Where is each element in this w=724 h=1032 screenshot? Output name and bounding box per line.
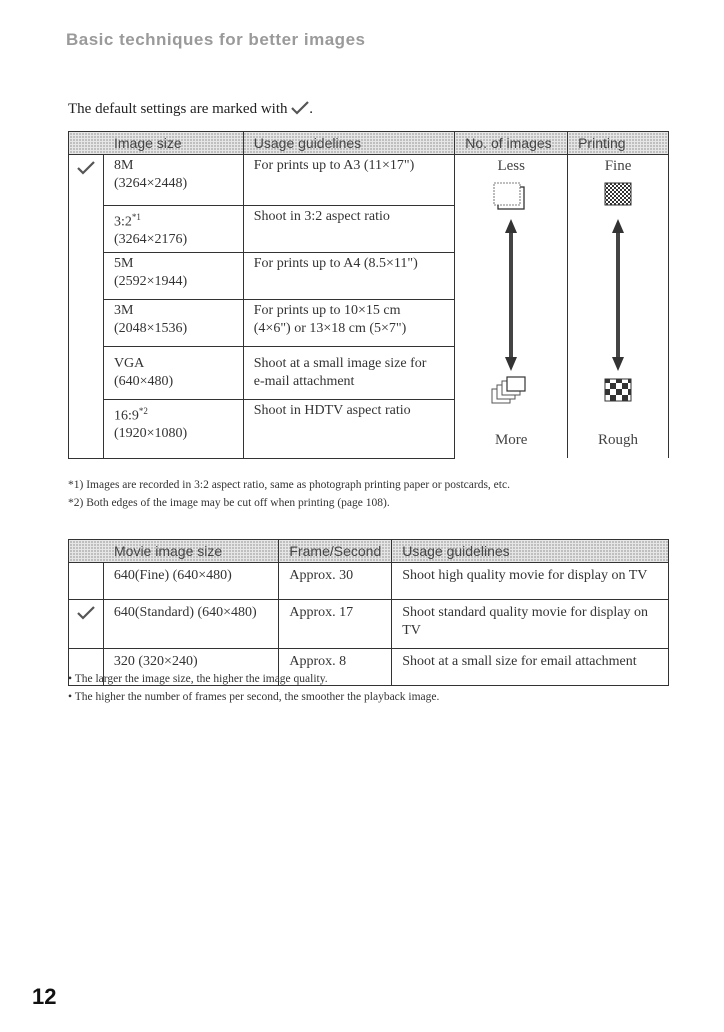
bullet-note-2: • The higher the number of frames per second, the smoother the playback image.	[68, 691, 440, 703]
table-row	[69, 155, 669, 206]
movie-size-cell: 320 (320×240)	[103, 649, 279, 686]
default-cell	[69, 155, 104, 206]
usage-line-1: Shoot in HDTV aspect ratio	[253, 402, 411, 418]
table-header-row	[69, 540, 669, 563]
usage-line-1: For prints up to A3 (11×17")	[253, 158, 415, 173]
default-cell	[69, 205, 104, 252]
table-row	[69, 600, 669, 649]
more-label: More	[494, 432, 528, 448]
default-cell	[69, 299, 104, 346]
image-size-cell	[103, 346, 243, 399]
usage-line-1: Shoot at a small image size for	[253, 355, 427, 371]
image-size-cell	[103, 205, 243, 252]
less-label: Less	[497, 158, 525, 174]
header-printing: Printing	[568, 132, 669, 155]
usage-cell	[243, 252, 455, 299]
image-pixels: (640×480)	[113, 373, 174, 389]
bullet-text: The larger the image size, the higher the image quality.	[74, 673, 328, 685]
section-title: Basic techniques for better images	[66, 30, 366, 49]
fine-label: Fine	[604, 158, 632, 174]
image-pixels: (3264×2176)	[113, 232, 188, 248]
image-size-label: 5M	[113, 255, 134, 271]
frame-rate-cell: Approx. 30	[279, 563, 392, 600]
usage-cell	[243, 346, 455, 399]
usage-cell	[243, 299, 455, 346]
usage-cell	[243, 205, 455, 252]
image-pixels: (2592×1944)	[113, 273, 188, 289]
usage-line-1: Shoot in 3:2 aspect ratio	[253, 208, 390, 224]
printing-scale	[568, 155, 669, 459]
usage-line-2: e-mail attachment	[253, 373, 355, 389]
image-size-cell	[103, 399, 243, 458]
image-pixels: (1920×1080)	[113, 426, 188, 442]
image-size-label: 8M	[113, 158, 134, 173]
usage-cell	[243, 399, 455, 458]
movie-size-cell: 640(Fine) (640×480)	[103, 563, 279, 600]
intro-label: The default settings are marked with	[68, 101, 288, 117]
default-check-icon	[291, 101, 309, 115]
footnote-ref: *2	[138, 405, 148, 416]
footnote-1: *1) Images are recorded in 3:2 aspect ratio, same as photograph printing paper or postcards, etc.	[68, 479, 510, 491]
print-quality-scale-graphic	[598, 179, 638, 419]
header-usage: Usage guidelines	[243, 132, 455, 155]
image-pixels: (2048×1536)	[113, 320, 188, 336]
header-frame-rate: Frame/Second	[279, 540, 392, 563]
default-cell	[69, 346, 104, 399]
default-check-icon	[77, 161, 95, 175]
frame-rate-cell: Approx. 17	[279, 600, 392, 649]
rough-label: Rough	[598, 432, 639, 448]
image-pixels: (3264×2448)	[113, 176, 188, 191]
table-header-row	[69, 132, 669, 155]
no-images-scale	[455, 155, 568, 459]
movie-size-cell: 640(Standard) (640×480)	[103, 600, 279, 649]
image-size-label: 3M	[113, 302, 134, 318]
header-usage: Usage guidelines	[392, 540, 669, 563]
bullet-text: The higher the number of frames per second, the smoother the playback image.	[74, 691, 440, 703]
default-cell	[69, 399, 104, 458]
default-check-icon	[77, 606, 95, 620]
image-size-label: 16:9	[113, 408, 139, 424]
usage-cell	[243, 155, 455, 206]
usage-line-2: (4×6") or 13×18 cm (5×7")	[253, 320, 407, 336]
image-size-table	[68, 131, 669, 459]
usage-cell: Shoot high quality movie for display on TV	[392, 563, 669, 600]
image-size-cell	[103, 252, 243, 299]
usage-line-1: For prints up to 10×15 cm	[253, 302, 401, 318]
image-size-label: VGA	[113, 355, 145, 371]
header-movie-size: Movie image size	[69, 540, 279, 563]
default-cell	[69, 563, 104, 600]
intro-period: .	[309, 101, 314, 117]
usage-cell: Shoot at a small size for email attachment	[392, 649, 669, 686]
image-size-cell	[103, 155, 243, 206]
header-no-images: No. of images	[455, 132, 568, 155]
default-cell	[69, 600, 104, 649]
quantity-scale-graphic	[486, 179, 536, 419]
table-row	[69, 563, 669, 600]
image-size-cell	[103, 299, 243, 346]
image-size-label: 3:2	[113, 214, 132, 230]
usage-cell: Shoot standard quality movie for display on TV	[392, 600, 669, 649]
intro-text	[68, 101, 313, 118]
header-image-size: Image size	[69, 132, 244, 155]
bullet-note-1: • The larger the image size, the higher the image quality.	[68, 673, 328, 685]
usage-line-1: For prints up to A4 (8.5×11")	[253, 255, 418, 271]
footnote-2: *2) Both edges of the image may be cut off when printing (page 108).	[68, 497, 390, 509]
movie-size-table	[68, 539, 669, 686]
footnote-ref: *1	[131, 211, 141, 222]
default-cell	[69, 252, 104, 299]
page-number: 12	[32, 984, 57, 1009]
frame-rate-cell: Approx. 8	[279, 649, 392, 686]
